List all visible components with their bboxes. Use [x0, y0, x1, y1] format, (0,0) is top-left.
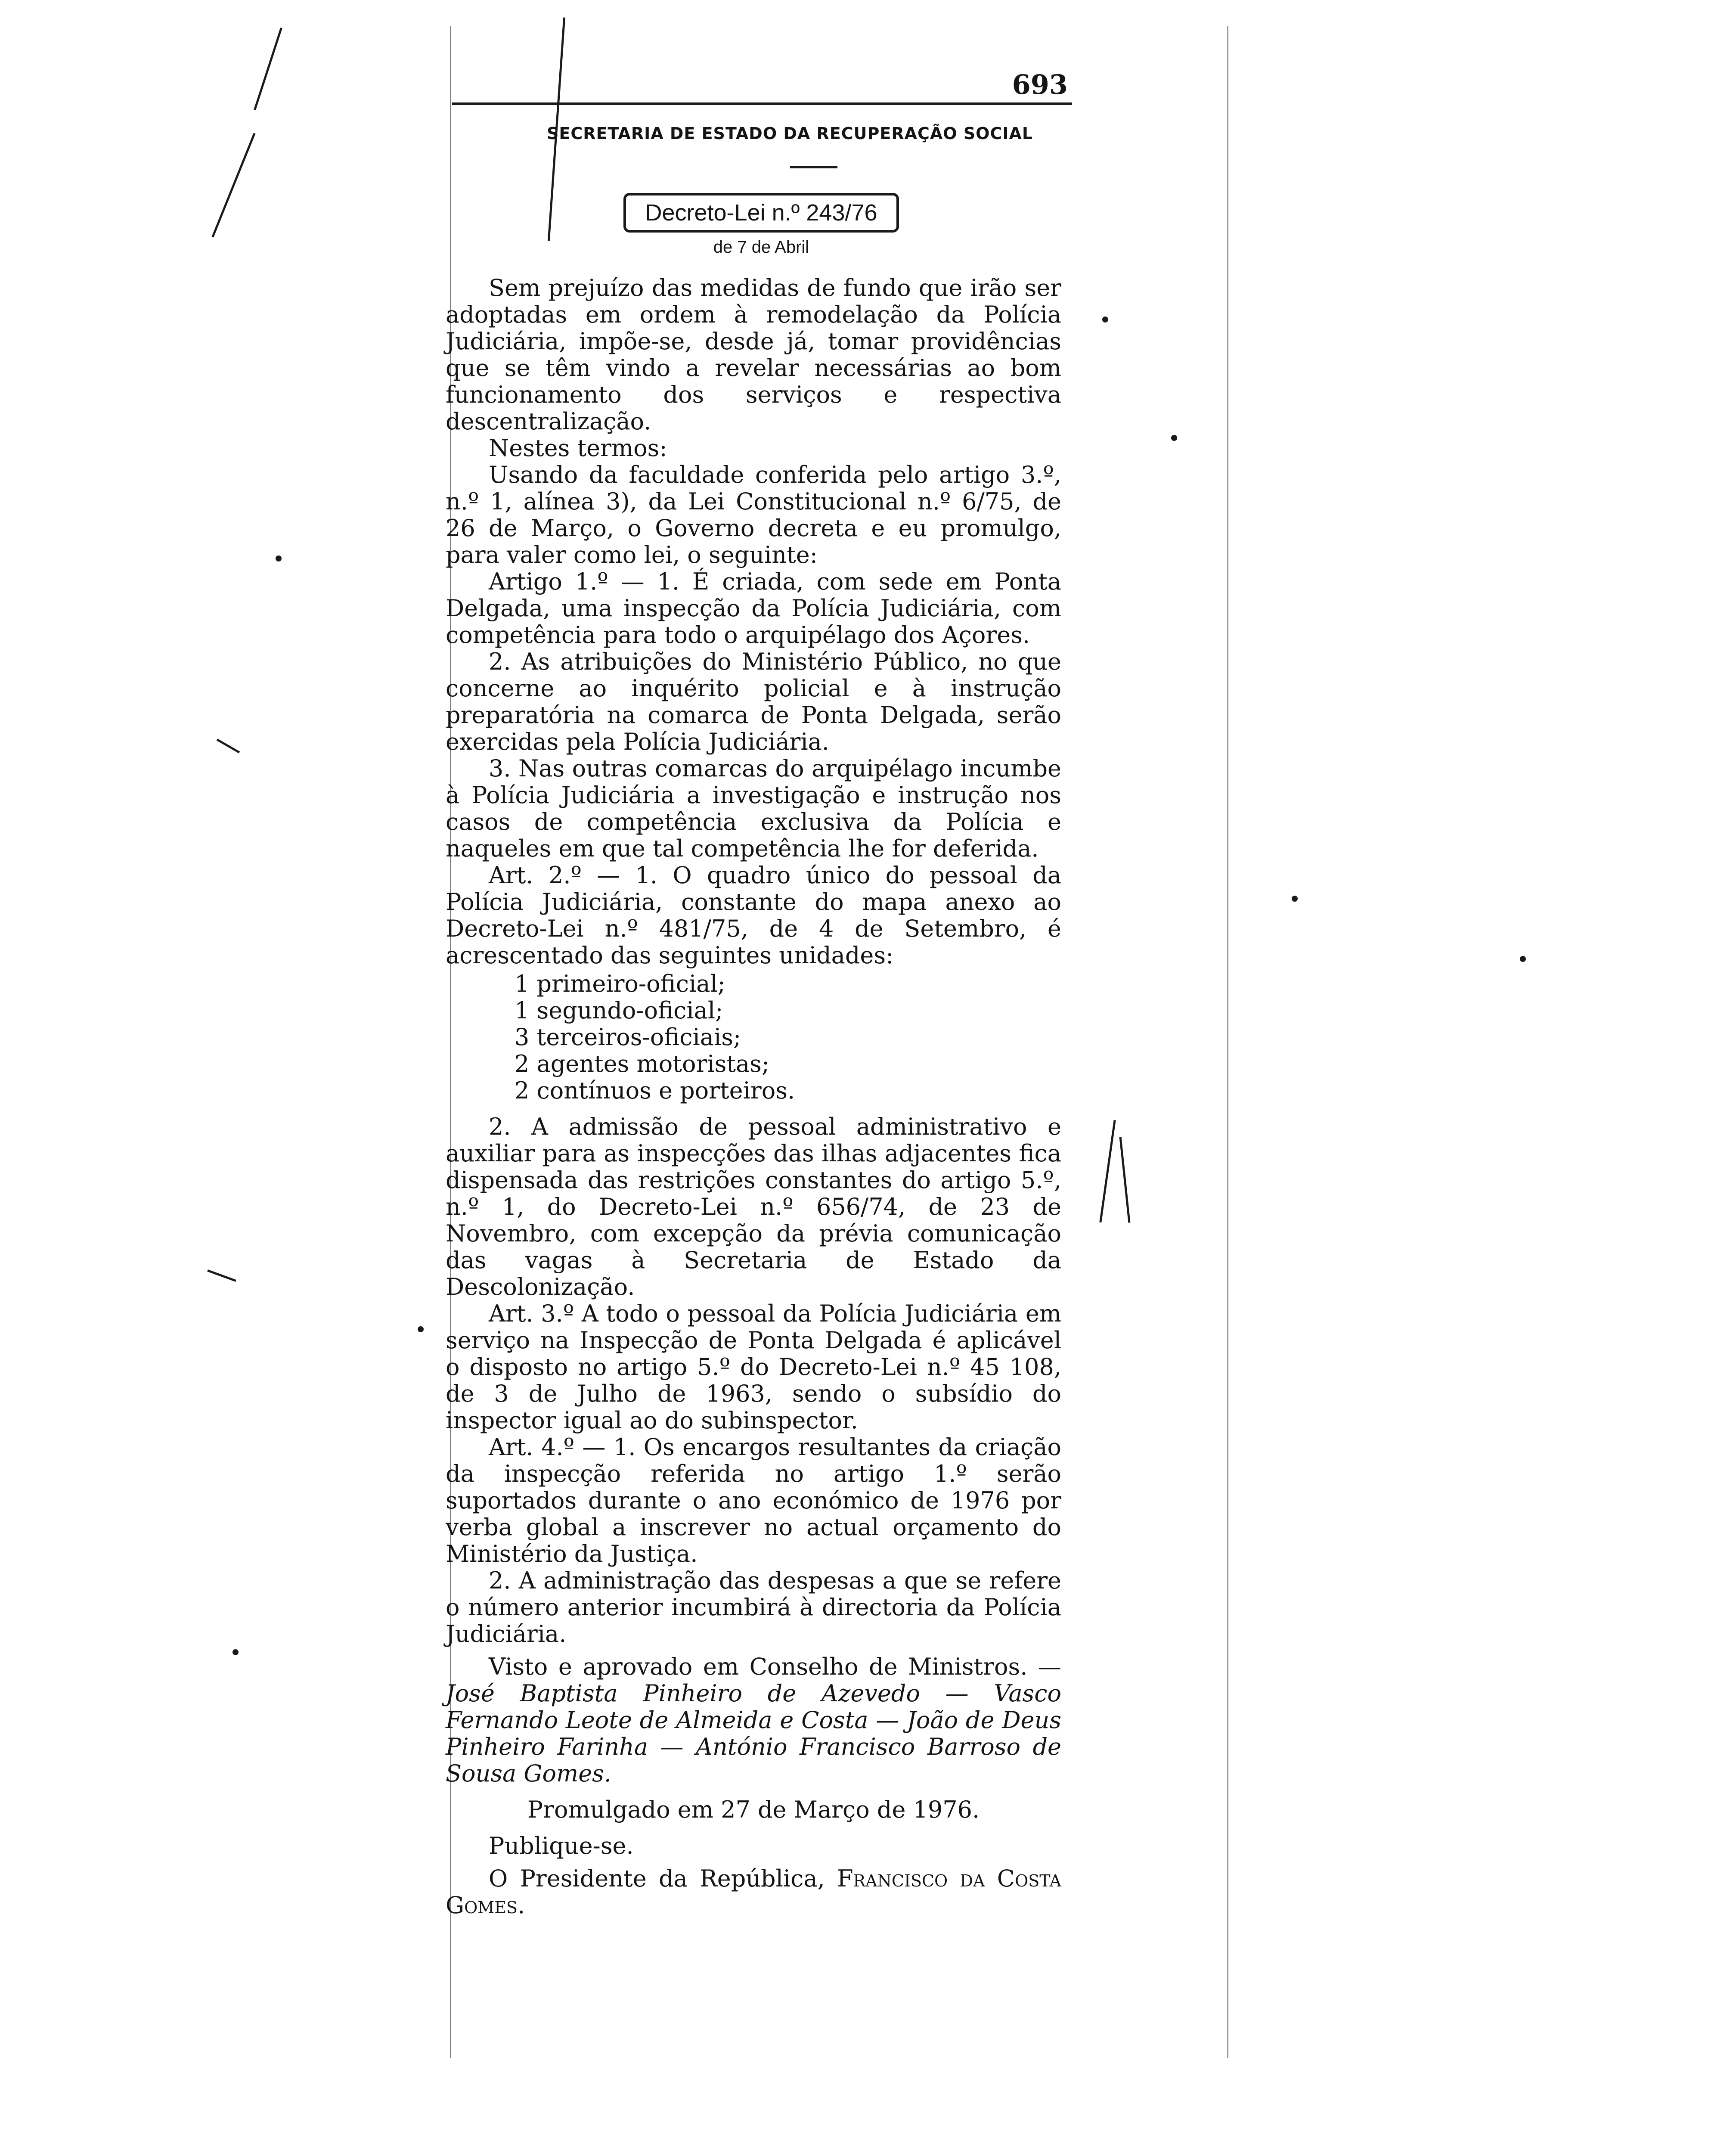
scan-mark [211, 133, 255, 238]
promulgation-line: Promulgado em 27 de Março de 1976. [527, 1796, 980, 1823]
page-number: 693 [1012, 69, 1068, 100]
scan-mark [1119, 1137, 1131, 1222]
list-item: 3 terceiros-oficiais; [515, 1024, 741, 1051]
scan-dot [1102, 316, 1108, 323]
scan-mark [1227, 26, 1228, 2058]
president-lead: O Presidente da República, [489, 1865, 825, 1892]
publish-line: Publique-se. [489, 1832, 634, 1859]
department-heading: SECRETARIA DE ESTADO DA RECUPERAÇÃO SOCIAL [547, 124, 1033, 143]
decree-date: de 7 de Abril [713, 238, 809, 257]
scan-dot [418, 1326, 424, 1332]
approval-lead: Visto e aprovado em Conselho de Ministros. — [489, 1653, 1061, 1680]
scan-dot [232, 1649, 239, 1655]
header-rule [452, 102, 1072, 105]
scan-dot [1171, 435, 1177, 441]
minister-signatures: José Baptista Pinheiro de Azevedo — Vasco Fernando Leote de Almeida e Costa — João de Deus Pinheiro Farinha — António Francisco Barroso de Sousa Gomes. [446, 1680, 1061, 1787]
enacting-paragraph: Usando da faculdade conferida pelo artigo 3.º, n.º 1, alínea 3), da Lei Constitucional n.º 6/75, de 26 de Março, o Governo decreta e eu promulgo, para valer como lei, o seguinte: [446, 461, 1061, 568]
president-line [446, 1865, 1061, 1919]
scan-mark [217, 738, 240, 753]
scan-dot [1292, 896, 1298, 902]
separator-rule [790, 166, 837, 168]
article-1-paragraph-1: Artigo 1.º — 1. É criada, com sede em Ponta Delgada, uma inspecção da Polícia Judiciária, com competência para todo o arquipélago dos Açores. [446, 568, 1061, 648]
president-name: Francisco da Costa Gomes. [446, 1865, 1061, 1919]
article-1-paragraph-2: 2. As atribuições do Ministério Público, no que concerne ao inquérito policial e à instrução preparatória na comarca de Ponta Delgada, serão exercidas pela Polícia Judiciária. [446, 648, 1061, 755]
list-item: 2 contínuos e porteiros. [515, 1077, 795, 1104]
list-item: 2 agentes motoristas; [515, 1050, 770, 1077]
approval-paragraph [446, 1654, 1061, 1787]
decree-title: Decreto-Lei n.º 243/76 [623, 193, 899, 233]
terms-line: Nestes termos: [489, 434, 667, 462]
scan-mark [1099, 1120, 1116, 1222]
preamble-paragraph: Sem prejuízo das medidas de fundo que irão ser adoptadas em ordem à remodelação da Polícia Judiciária, impõe-se, desde já, tomar providências que se têm vindo a revelar necessárias ao bom funcionamento dos serviços e respectiva descentralização. [446, 274, 1061, 435]
scan-dot [1520, 956, 1526, 962]
list-item: 1 segundo-oficial; [515, 997, 723, 1024]
scan-dot [276, 555, 282, 562]
article-1-paragraph-3: 3. Nas outras comarcas do arquipélago incumbe à Polícia Judiciária a investigação e instrução nos casos de competência exclusiva da Polícia e naqueles em que tal competência lhe for deferida. [446, 755, 1061, 862]
scan-mark [207, 1269, 236, 1282]
article-2-paragraph-2: 2. A admissão de pessoal administrativo e auxiliar para as inspecções das ilhas adjacentes fica dispensada das restrições constantes do artigo 5.º, n.º 1, do Decreto-Lei n.º 656/74, de 23 de Novembro, com excepção da prévia comunicação das vagas à Secretaria de Estado da Descolonização. [446, 1113, 1061, 1300]
list-item: 1 primeiro-oficial; [515, 970, 725, 997]
article-4-paragraph-2: 2. A administração das despesas a que se refere o número anterior incumbirá à directoria da Polícia Judiciária. [446, 1567, 1061, 1647]
decree-body [446, 275, 1061, 1919]
scan-mark [254, 28, 282, 110]
staff-units-list [446, 971, 1061, 1104]
article-3-paragraph: Art. 3.º A todo o pessoal da Polícia Judiciária em serviço na Inspecção de Ponta Delgada é aplicável o disposto no artigo 5.º do Decreto-Lei n.º 45 108, de 3 de Julho de 1963, sendo o subsídio do inspector igual ao do subinspector. [446, 1300, 1061, 1434]
article-4-paragraph-1: Art. 4.º — 1. Os encargos resultantes da criação da inspecção referida no artigo 1.º serão suportados durante o ano económico de 1976 por verba global a inscrever no actual orçamento do Ministério da Justiça. [446, 1433, 1061, 1567]
article-2-paragraph-1: Art. 2.º — 1. O quadro único do pessoal da Polícia Judiciária, constante do mapa anexo ao Decreto-Lei n.º 481/75, de 4 de Setembro, é acrescentado das seguintes unidades: [446, 862, 1061, 969]
